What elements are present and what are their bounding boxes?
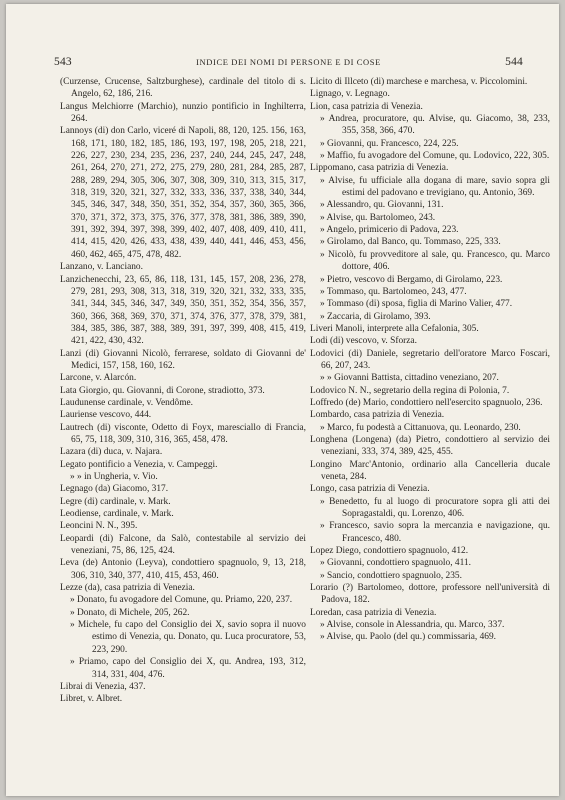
index-subentry: » Alvise, fu ufficiale alla dogana di mare, savio sopra gli estimi del padovano e trevigiano, qu. Antonio, 369.: [320, 175, 550, 199]
index-subentry: » Nicolò, fu provveditore al sale, qu. Francesco, qu. Marco dottore, 406.: [320, 249, 550, 273]
index-subentry: » Maffio, fu avogadore del Comune, qu. Lodovico, 222, 305.: [320, 151, 550, 162]
page-number-right: 544: [505, 56, 523, 68]
index-entry: Librai di Venezia, 437.: [60, 681, 146, 692]
index-subentry: » Alvise, qu. Bartolomeo, 243.: [320, 212, 436, 223]
index-subentry: » Zaccaria, di Girolamo, 393.: [320, 311, 431, 322]
index-entry: Leodiense, cardinale, v. Mark.: [60, 509, 174, 520]
running-title: INDICE DEI NOMI DI PERSONE E DI COSE: [196, 57, 381, 67]
index-entry: Lodovico N. N., segretario della regina di Polonia, 7.: [310, 385, 510, 396]
index-entry: Longo, casa patrizia di Venezia.: [310, 484, 430, 495]
index-subentry: » Tommaso, qu. Bartolomeo, 243, 477.: [320, 286, 467, 297]
index-subentry: » Tommaso (di) sposa, figlia di Marino Valier, 477.: [320, 299, 513, 310]
page-header: [54, 56, 523, 72]
index-entry: Leoncini N. N., 395.: [60, 521, 138, 532]
index-entry: Lautrech (di) visconte, Odetto di Foyx, maresciallo di Francia, 65, 75, 118, 309, 310, 316, 365, 458, 478.: [60, 422, 306, 445]
index-entry: Legato pontificio a Venezia, v. Campeggi.: [60, 459, 218, 470]
index-entry: Lanzichenecchi, 23, 65, 86, 118, 131, 145, 157, 208, 236, 278, 279, 281, 293, 308, 313, 318, 319, 320, 321, 332, 333, 335, 341, 344, 345, 346, 347, 349, 350, 351, 352, 354, 356, 357, 360, 366, 368, 369, 370, 371, 374, 376, 377, 378, 379, 381, 384, 385, 386, 387, 388, 389, 391, 397, 399, 408, 415, 419, 421, 422, 430, 432.: [60, 274, 306, 347]
index-subentry: » Alessandro, qu. Giovanni, 131.: [320, 200, 444, 211]
index-entry: Lanzano, v. Lanciano.: [60, 262, 143, 273]
right-column: [310, 76, 550, 644]
index-entry: Lodovici (di) Daniele, segretario dell'oratore Marco Foscari, 66, 207, 243.: [310, 348, 550, 371]
index-entry: Longhena (Longena) (da) Pietro, condottiero al servizio dei veneziani, 333, 374, 389, 425, 455.: [310, 434, 550, 458]
index-entry: Loffredo (de) Mario, condottiero nell'esercito spagnuolo, 236.: [310, 397, 543, 408]
index-entry: Lopez Diego, condottiero spagnuolo, 412.: [310, 546, 469, 557]
index-entry: (Curzense, Crucense, Saltzburghese), cardinale del titolo di s. Angelo, 62, 186, 216.: [60, 77, 306, 100]
index-subentry: » Marco, fu podestà a Cittanuova, qu. Leonardo, 230.: [320, 422, 521, 433]
index-entry: Licito di Illceto (di) marchese e marchesa, v. Piccolomini.: [310, 77, 528, 87]
index-entry: Leopardi (di) Falcone, da Salò, contestabile al servizio dei veneziani, 75, 86, 125, 424.: [60, 533, 306, 557]
index-subentry: » Giovanni, qu. Francesco, 224, 225.: [320, 138, 459, 149]
index-entry: Leva (de) Antonio (Leyva), condottiero spagnuolo, 9, 13, 218, 306, 310, 340, 377, 410, 415, 453, 460.: [60, 558, 306, 581]
index-entry: Legre (di) cardinale, v. Mark.: [60, 496, 171, 507]
index-subentry: » Michele, fu capo del Consiglio dei X, savio sopra il nuovo estimo di Venezia, qu. Donato, qu. Luca procuratore, 53, 223, 290.: [70, 620, 306, 655]
index-subentry: » » in Ungheria, v. Vio.: [70, 472, 158, 482]
index-subentry: » Pietro, vescovo di Bergamo, di Girolamo, 223.: [320, 274, 503, 285]
left-column: [60, 76, 306, 706]
page-number-left: 543: [54, 56, 72, 68]
index-entry: Lezze (da), casa patrizia di Venezia.: [60, 583, 195, 594]
index-subentry: » » Giovanni Battista, cittadino veneziano, 207.: [320, 373, 499, 384]
index-entry: Lata Giorgio, qu. Giovanni, di Corone, stradiotto, 373.: [60, 385, 265, 396]
index-entry: Lippomano, casa patrizia di Venezia.: [310, 163, 449, 174]
index-entry: Lorario (?) Bartolomeo, dottore, professore nell'università di Padova, 182.: [310, 583, 550, 606]
index-subentry: » Donato, di Michele, 205, 262.: [70, 607, 190, 618]
index-entry: Lombardo, casa patrizia di Venezia.: [310, 410, 445, 421]
index-subentry: » Priamo, capo del Consiglio dei X, qu. Andrea, 193, 312, 314, 331, 404, 476.: [70, 657, 306, 680]
index-page: [6, 4, 559, 796]
index-entry: Lanzi (di) Giovanni Nicolò, ferrarese, soldato di Giovanni de' Medici, 157, 158, 160, 162.: [60, 348, 306, 371]
index-subentry: » Sancio, condottiero spagnuolo, 235.: [320, 570, 462, 581]
index-entry: Libret, v. Albret.: [60, 694, 123, 705]
index-entry: Lauriense vescovo, 444.: [60, 410, 152, 421]
index-entry: Longino Marc'Antonio, ordinario alla Cancelleria ducale veneta, 284.: [310, 459, 550, 482]
index-entry: Lignago, v. Legnago.: [310, 89, 390, 100]
index-subentry: » Girolamo, dal Banco, qu. Tommaso, 225, 333.: [320, 237, 501, 248]
index-entry: Lodi (di) vescovo, v. Sforza.: [310, 336, 417, 347]
index-subentry: » Alvise, console in Alessandria, qu. Marco, 337.: [320, 620, 505, 631]
index-entry: Lazara (di) duca, v. Najara.: [60, 447, 163, 458]
index-entry: Larcone, v. Alarcón.: [60, 373, 137, 384]
index-subentry: » Benedetto, fu al luogo di procuratore sopra gli atti dei Sopragastaldi, qu. Lorenzo, 406.: [320, 496, 550, 520]
index-entry: Laudunense cardinale, v. Vendôme.: [60, 397, 194, 408]
index-subentry: » Giovanni, condottiero spagnuolo, 411.: [320, 558, 471, 569]
index-entry: Lion, casa patrizia di Venezia.: [310, 101, 423, 112]
index-subentry: » Alvise, qu. Paolo (del qu.) commissaria, 469.: [320, 632, 497, 643]
index-entry: Loredan, casa patrizia di Venezia.: [310, 607, 437, 618]
index-entry: Liveri Manoli, interprete alla Cefalonia, 305.: [310, 323, 479, 334]
index-entry: Legnago (da) Giacomo, 317.: [60, 484, 169, 495]
index-subentry: » Angelo, primicerio di Padova, 223.: [320, 225, 459, 236]
index-subentry: » Francesco, savio sopra la mercanzia e navigazione, qu. Francesco, 480.: [320, 521, 550, 544]
index-entry: Langus Melchiorre (Marchio), nunzio pontificio in Inghilterra, 264.: [60, 101, 306, 125]
index-subentry: » Donato, fu avogadore del Comune, qu. Priamo, 220, 237.: [70, 595, 293, 606]
index-entry: Lannoys (di) don Carlo, viceré di Napoli, 88, 120, 125. 156, 163, 168, 171, 180, 182, 185, 186, 193, 197, 198, 205, 218, 221, 226, 227, 230, 234, 235, 236, 237, 240, 244, 245, 247, 248, 261, 264, 270, 271, 272, 275, 279, 280, 281, 284, 285, 287, 288, 289, 294, 305, 306, 307, 308, 309, 310, 313, 315, 317, 318, 319, 320, 321, 327, 332, 333, 336, 337, 338, 340, 344, 345, 346, 347, 348, 350, 351, 352, 354, 357, 360, 365, 366, 370, 371, 372, 373, 375, 376, 377, 378, 381, 386, 389, 390, 391, 392, 394, 397, 398, 399, 402, 407, 408, 409, 410, 411, 414, 415, 420, 426, 433, 438, 439, 440, 441, 446, 453, 456, 460, 462, 465, 475, 478, 482.: [60, 126, 306, 260]
index-subentry: » Andrea, procuratore, qu. Alvise, qu. Giacomo, 38, 233, 355, 358, 366, 470.: [320, 114, 550, 137]
